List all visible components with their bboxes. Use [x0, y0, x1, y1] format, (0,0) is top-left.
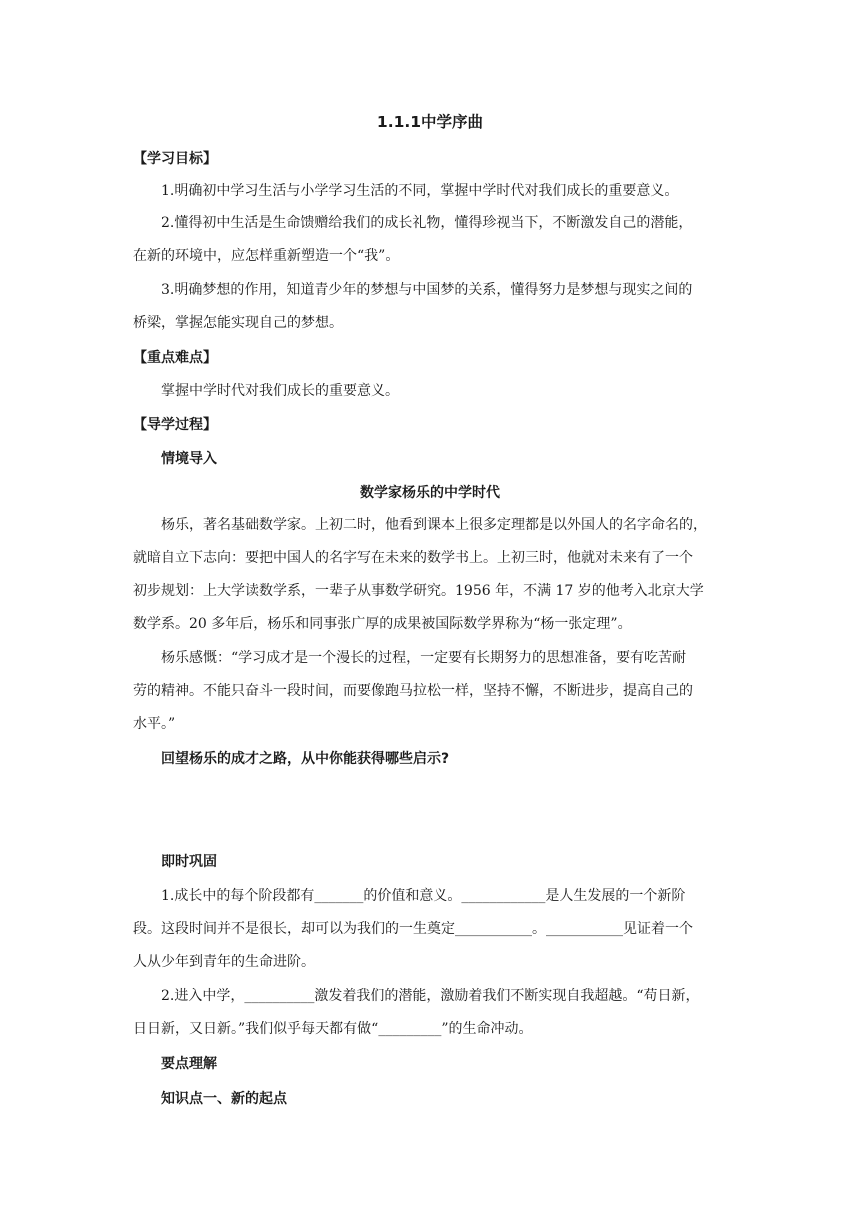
- story-paragraph-1-line-2: 就暗自立下志向：要把中国人的名字写在未来的数学书上。上初三时，他就对未来有了一个: [133, 550, 693, 566]
- page-title: 1.1.1中学序曲: [376, 113, 484, 131]
- story-paragraph-2-line-3: 水平。”: [133, 716, 176, 732]
- story-question: 回望杨乐的成才之路，从中你能获得哪些启示?: [161, 751, 450, 767]
- consolidate-heading: 即时巩固: [161, 854, 217, 870]
- objectives-heading: 【学习目标】: [133, 151, 217, 167]
- keypoints-heading: 【重点难点】: [133, 350, 217, 366]
- story-paragraph-1-line-4: 数学系。20 多年后，杨乐和同事张广厚的成果被国际数学界称为“杨一张定理”。: [133, 616, 632, 632]
- question-1-line-2: 段。这段时间并不是很长，却可以为我们的一生奠定___________。___________见证着一个: [133, 921, 693, 937]
- question-1-line-3: 人从少年到青年的生命进阶。: [133, 954, 315, 970]
- objective-2-line-1: 2.懂得初中生活是生命馈赠给我们的成长礼物，懂得珍视当下，不断激发自己的潜能，: [161, 215, 693, 231]
- scenario-heading: 情境导入: [161, 451, 217, 467]
- story-paragraph-1-line-3: 初步规划：上大学读数学系，一辈子从事数学研究。1956 年，不满 17 岁的他考入北京大学: [133, 583, 704, 599]
- keypoints-text: 掌握中学时代对我们成长的重要意义。: [161, 383, 399, 399]
- objective-2-line-2: 在新的环境中，应怎样重新塑造一个“我”。: [133, 248, 400, 264]
- story-title: 数学家杨乐的中学时代: [360, 485, 500, 501]
- process-heading: 【导学过程】: [133, 417, 217, 433]
- story-paragraph-1-line-1: 杨乐，著名基础数学家。上初二时，他看到课本上很多定理都是以外国人的名字命名的，: [161, 517, 707, 533]
- objective-3-line-1: 3.明确梦想的作用，知道青少年的梦想与中国梦的关系，懂得努力是梦想与现实之间的: [161, 282, 693, 298]
- story-paragraph-2-line-1: 杨乐感慨：“学习成才是一个漫长的过程，一定要有长期努力的思想准备，要有吃苦耐: [161, 650, 687, 666]
- question-1-line-1: 1.成长中的每个阶段都有_______的价值和意义。____________是人生发展的一个新阶: [161, 888, 686, 904]
- understand-heading: 要点理解: [161, 1056, 217, 1072]
- knowledge-point-heading: 知识点一、新的起点: [161, 1091, 287, 1107]
- objective-1: 1.明确初中学习生活与小学学习生活的不同，掌握中学时代对我们成长的重要意义。: [161, 183, 679, 199]
- story-paragraph-2-line-2: 劳的精神。不能只奋斗一段时间，而要像跑马拉松一样，坚持不懈，不断进步，提高自己的: [133, 683, 693, 699]
- question-2-line-1: 2.进入中学，__________激发着我们的潜能，激励着我们不断实现自我超越。“苟日新，: [161, 988, 700, 1004]
- objective-3-line-2: 桥梁，掌握怎能实现自己的梦想。: [133, 315, 343, 331]
- question-2-line-2: 日日新，又日新。”我们似乎每天都有做“_________”的生命冲动。: [133, 1021, 533, 1037]
